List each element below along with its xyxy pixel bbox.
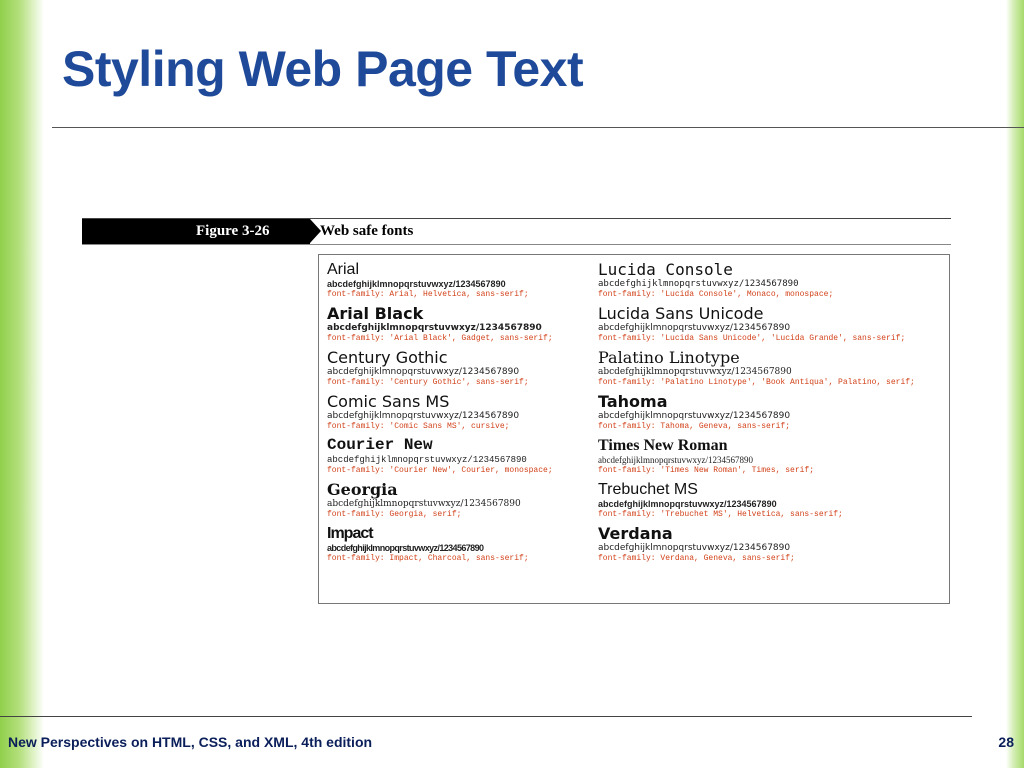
figure-header	[82, 218, 951, 245]
font-entry	[598, 349, 948, 388]
font-name: Lucida Sans Unicode	[598, 304, 764, 323]
font-entry	[327, 393, 589, 432]
font-css-rule: font-family: 'Times New Roman', Times, serif;	[598, 466, 815, 475]
font-sample: abcdefghijklmnopqrstuvwxyz/1234567890	[327, 455, 527, 465]
fonts-column-left	[327, 261, 589, 569]
font-sample: abcdefghijklmnopqrstuvwxyz/1234567890	[598, 323, 791, 333]
font-sample: abcdefghijklmnopqrstuvwxyz/1234567890	[598, 279, 799, 289]
font-entry	[327, 525, 589, 564]
font-css-rule: font-family: 'Courier New', Courier, monospace;	[327, 466, 553, 475]
font-name: Georgia	[327, 480, 398, 499]
font-css-rule: font-family: 'Lucida Console', Monaco, monospace;	[598, 290, 834, 299]
font-css-rule: font-family: Tahoma, Geneva, sans-serif;	[598, 422, 791, 431]
font-entry	[327, 437, 589, 476]
font-entry	[327, 261, 589, 300]
slide-title: Styling Web Page Text	[62, 41, 584, 97]
footer-book-title: New Perspectives on HTML, CSS, and XML, 4th edition	[8, 734, 373, 750]
font-name: Impact	[327, 525, 373, 542]
font-css-rule: font-family: 'Trebuchet MS', Helvetica, sans-serif;	[598, 510, 843, 519]
font-entry	[598, 525, 948, 564]
font-name: Arial Black	[327, 304, 424, 323]
font-css-rule: font-family: Verdana, Geneva, sans-serif;	[598, 554, 795, 563]
font-name: Tahoma	[598, 392, 668, 411]
font-sample: abcdefghijklmnopqrstuvwxyz/1234567890	[327, 323, 542, 333]
font-name: Palatino Linotype	[598, 348, 740, 367]
font-name: Comic Sans MS	[327, 392, 450, 411]
font-name: Arial	[327, 261, 360, 278]
font-name: Courier New	[327, 436, 433, 454]
font-css-rule: font-family: 'Century Gothic', sans-serif;	[327, 378, 529, 387]
font-sample: abcdefghijklmnopqrstuvwxyz/1234567890	[598, 499, 777, 509]
font-sample: abcdefghijklmnopqrstuvwxyz/1234567890	[327, 367, 520, 377]
font-entry	[327, 481, 589, 520]
font-entry	[598, 393, 948, 432]
left-green-accent-bar	[0, 0, 44, 768]
figure-number: Figure 3-26	[196, 223, 270, 239]
figure-caption: Web safe fonts	[320, 223, 414, 239]
right-green-accent-bar	[1006, 0, 1024, 768]
font-sample: abcdefghijklmnopqrstuvwxyz/1234567890	[598, 455, 753, 465]
font-name: Trebuchet MS	[598, 481, 698, 498]
font-name: Verdana	[598, 524, 673, 543]
footer-divider	[0, 716, 972, 717]
font-entry	[327, 305, 589, 344]
font-entry	[327, 349, 589, 388]
title-divider	[52, 127, 1024, 128]
font-css-rule: font-family: 'Arial Black', Gadget, sans-serif;	[327, 334, 553, 343]
page-number: 28	[998, 734, 1014, 750]
font-entry	[598, 261, 948, 300]
font-name: Lucida Console	[598, 260, 733, 279]
font-entry	[598, 481, 948, 520]
font-css-rule: font-family: Impact, Charcoal, sans-serif;	[327, 554, 529, 563]
font-sample: abcdefghijklmnopqrstuvwxyz/1234567890	[327, 411, 520, 421]
font-entry	[598, 305, 948, 344]
font-css-rule: font-family: Arial, Helvetica, sans-serif;	[327, 290, 529, 299]
font-name: Times New Roman	[598, 437, 728, 454]
fonts-column-right	[598, 261, 948, 569]
web-safe-fonts-figure	[318, 254, 950, 604]
font-css-rule: font-family: Georgia, serif;	[327, 510, 462, 519]
font-sample: abcdefghijklmnopqrstuvwxyz/1234567890	[598, 367, 792, 377]
font-sample: abcdefghijklmnopqrstuvwxyz/1234567890	[598, 543, 791, 553]
font-css-rule: font-family: 'Lucida Sans Unicode', 'Lucida Grande', sans-serif;	[598, 334, 906, 343]
font-css-rule: font-family: 'Palatino Linotype', 'Book Antiqua', Palatino, serif;	[598, 378, 915, 387]
font-sample: abcdefghijklmnopqrstuvwxyz/1234567890	[327, 499, 521, 509]
font-name: Century Gothic	[327, 348, 448, 367]
font-sample: abcdefghijklmnopqrstuvwxyz/1234567890	[327, 543, 484, 553]
font-sample: abcdefghijklmnopqrstuvwxyz/1234567890	[598, 411, 791, 421]
font-sample: abcdefghijklmnopqrstuvwxyz/1234567890	[327, 279, 506, 289]
font-css-rule: font-family: 'Comic Sans MS', cursive;	[327, 422, 510, 431]
font-entry	[598, 437, 948, 476]
